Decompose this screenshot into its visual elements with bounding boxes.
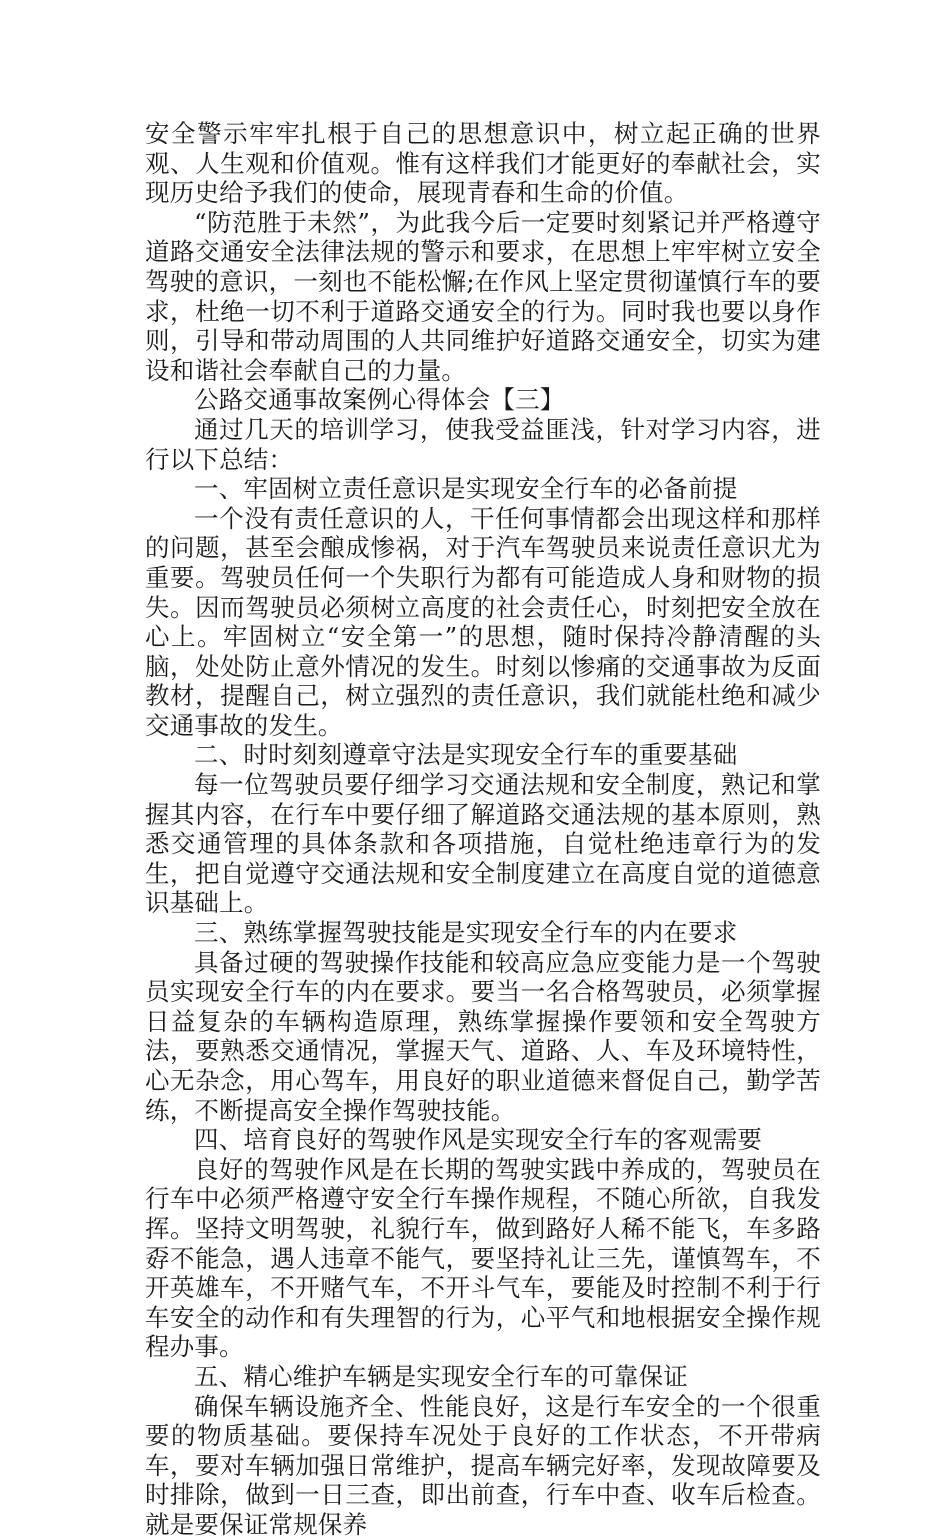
- heading-driving-style: 四、培育良好的驾驶作风是实现安全行车的客观需要: [194, 1125, 763, 1155]
- paragraph-driving-style: 良好的驾驶作风是在长期的驾驶实践中养成的，驾驶员在行车中必须严格遵守安全行车操作规程，不随心所欲，自我发挥。坚持文明驾驶，礼貌行车，做到路好人稀不能飞，车多路孬不能急，遇人违章不能气，要坚持礼让三先，谨慎驾车，不开英雄车，不开赌气车，不开斗气车，要能及时控制不利于行车安全的动作和有失理智的行为，心平气和地根据安全操作规程办事。: [145, 1154, 821, 1362]
- section-title-part-three: 公路交通事故案例心得体会【三】: [194, 385, 565, 415]
- paragraph-closing-text: 安全警示牢牢扎根于自己的思想意识中，树立起正确的世界观、人生观和价值观。惟有这样我们才能更好的奉献社会，实现历史给予我们的使命，展现青春和生命的价值。: [145, 119, 821, 208]
- paragraph-responsibility: 一个没有责任意识的人，干任何事情都会出现这样和那样的问题，甚至会酿成惨祸，对于汽车驾驶员来说责任意识尤为重要。驾驶员任何一个失职行为都有可能造成人身和财物的损失。因而驾驶员必须树立高度的社会责任心，时刻把安全放在心上。牢固树立“安全第一”的思想，随时保持冷静清醒的头脑，处处防止意外情况的发生。时刻以惨痛的交通事故为反面教材，提醒自己，树立强烈的责任意识，我们就能杜绝和减少交通事故的发生。: [145, 503, 821, 740]
- heading-vehicle-maintenance: 五、精心维护车辆是实现安全行车的可靠保证: [194, 1361, 688, 1391]
- heading-driving-skills: 三、熟练掌握驾驶技能是实现安全行车的内在要求: [194, 918, 738, 948]
- heading-obey-rules: 二、时时刻刻遵章守法是实现安全行车的重要基础: [194, 740, 738, 770]
- paragraph-prevention-text: “防范胜于未然”，为此我今后一定要时刻紧记并严格遵守道路交通安全法律法规的警示和要求，在思想上牢牢树立安全驾驶的意识，一刻也不能松懈;在作风上坚定贯彻谨慎行车的要求，杜绝一切不利于道路交通安全的行为。同时我也要以身作则，引导和带动周围的人共同维护好道路交通安全，切实为建设和谐社会奉献自己的力量。: [145, 207, 821, 385]
- heading-responsibility: 一、牢固树立责任意识是实现安全行车的必备前提: [194, 474, 738, 504]
- paragraph-summary-intro: 通过几天的培训学习，使我受益匪浅，针对学习内容，进行以下总结：: [145, 414, 821, 474]
- paragraph-obey-rules: 每一位驾驶员要仔细学习交通法规和安全制度，熟记和掌握其内容，在行车中要仔细了解道路交通法规的基本原则，熟悉交通管理的具体条款和各项措施，自觉杜绝违章行为的发生，把自觉遵守交通法规和安全制度建立在高度自觉的道德意识基础上。: [145, 770, 821, 918]
- paragraph-vehicle-maintenance: 确保车辆设施齐全、性能良好，这是行车安全的一个很重要的物质基础。要保持车况处于良好的工作状态，不开带病车，要对车辆加强日常维护，提高车辆完好率，发现故障要及时排除，做到一日三查，即出前查，行车中查、收车后检查。就是要保证常规保养: [145, 1391, 821, 1539]
- paragraph-driving-skills: 具备过硬的驾驶操作技能和较高应急应变能力是一个驾驶员实现安全行车的内在要求。要当一名合格驾驶员，必须掌握日益复杂的车辆构造原理，熟练掌握操作要领和安全驾驶方法，要熟悉交通情况，掌握天气、道路、人、车及环境特性，心无杂念，用心驾车，用良好的职业道德来督促自己，勤学苦练，不断提高安全操作驾驶技能。: [145, 947, 821, 1125]
- document-page: [145, 119, 821, 1540]
